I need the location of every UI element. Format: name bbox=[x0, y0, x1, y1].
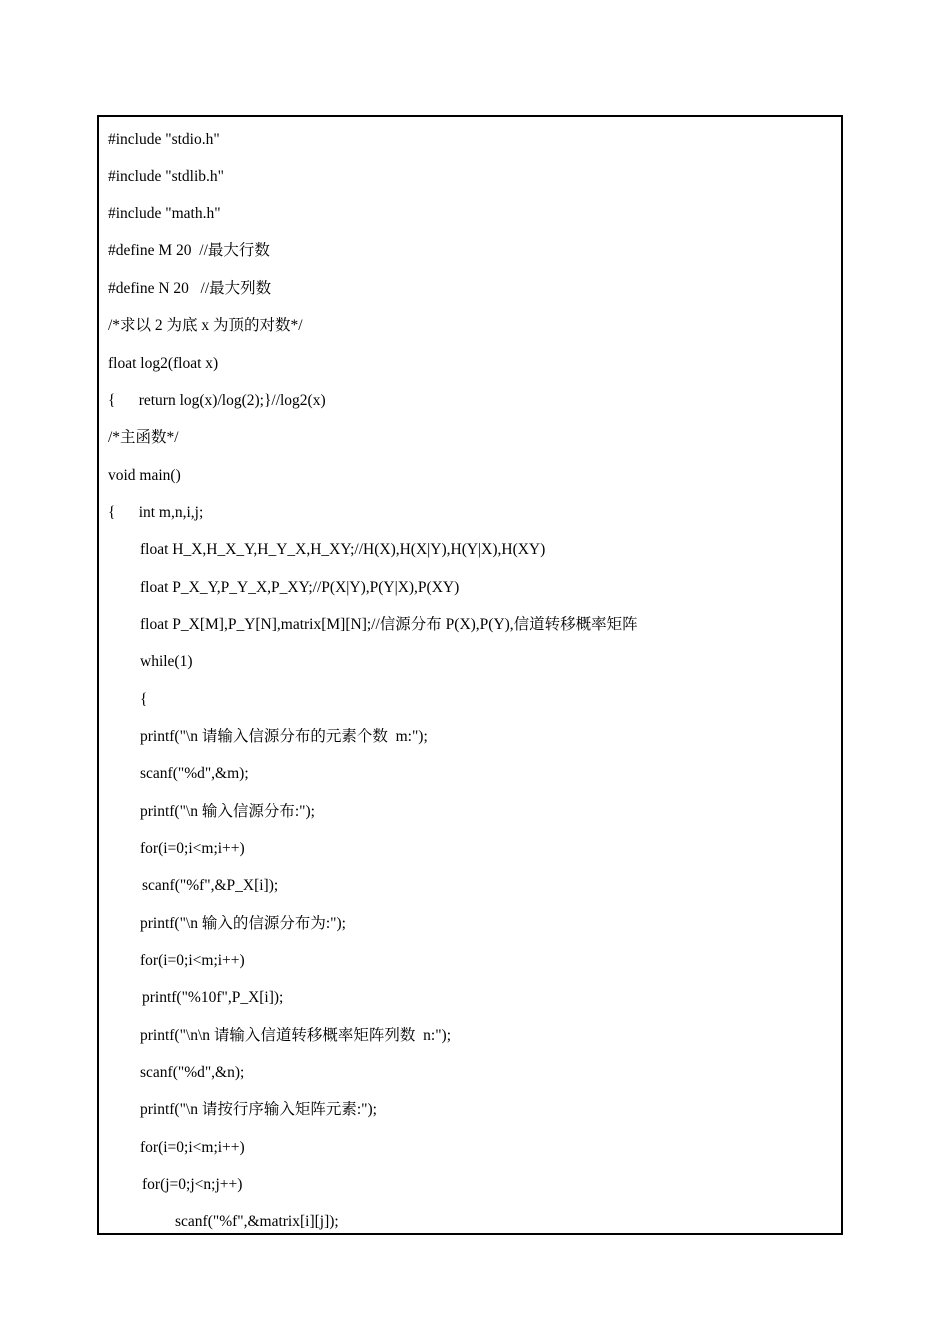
code-line-16: { bbox=[140, 691, 148, 708]
code-line-23: for(i=0;i<m;i++) bbox=[140, 952, 245, 969]
code-line-25: printf("\n\n 请输入信道转移概率矩阵列数 n:"); bbox=[140, 1027, 452, 1044]
code-line-12: float H_X,H_X_Y,H_Y_X,H_XY;//H(X),H(X|Y),H(Y|X),H(XY) bbox=[140, 541, 546, 558]
code-line-21: scanf("%f",&P_X[i]); bbox=[142, 877, 279, 894]
code-line-3: #include "math.h" bbox=[108, 205, 221, 222]
code-line-26: scanf("%d",&n); bbox=[140, 1064, 245, 1081]
code-line-29: for(j=0;j<n;j++) bbox=[142, 1176, 243, 1193]
code-line-5: #define N 20 //最大列数 bbox=[108, 280, 272, 297]
code-line-15: while(1) bbox=[140, 653, 193, 670]
code-line-18: scanf("%d",&m); bbox=[140, 765, 249, 782]
code-line-17: printf("\n 请输入信源分布的元素个数 m:"); bbox=[140, 728, 428, 745]
code-line-19: printf("\n 输入信源分布:"); bbox=[140, 803, 315, 820]
code-line-24: printf("%10f",P_X[i]); bbox=[142, 989, 284, 1006]
code-line-14: float P_X[M],P_Y[N],matrix[M][N];//信源分布 P(X),P(Y),信道转移概率矩阵 bbox=[140, 616, 638, 633]
code-line-10: void main() bbox=[108, 467, 181, 484]
code-line-28: for(i=0;i<m;i++) bbox=[140, 1139, 245, 1156]
code-line-22: printf("\n 输入的信源分布为:"); bbox=[140, 915, 346, 932]
code-line-13: float P_X_Y,P_Y_X,P_XY;//P(X|Y),P(Y|X),P(XY) bbox=[140, 579, 460, 596]
code-line-6: /*求以 2 为底 x 为顶的对数*/ bbox=[108, 317, 303, 334]
code-line-27: printf("\n 请按行序输入矩阵元素:"); bbox=[140, 1101, 377, 1118]
code-line-8: { return log(x)/log(2);}//log2(x) bbox=[108, 392, 326, 409]
code-line-4: #define M 20 //最大行数 bbox=[108, 242, 270, 259]
code-line-7: float log2(float x) bbox=[108, 355, 219, 372]
code-line-11: { int m,n,i,j; bbox=[108, 504, 204, 521]
code-line-2: #include "stdlib.h" bbox=[108, 168, 224, 185]
code-line-9: /*主函数*/ bbox=[108, 429, 179, 446]
code-line-1: #include "stdio.h" bbox=[108, 131, 220, 148]
code-listing-box bbox=[97, 115, 843, 1235]
code-line-20: for(i=0;i<m;i++) bbox=[140, 840, 245, 857]
code-line-30: scanf("%f",&matrix[i][j]); bbox=[175, 1213, 339, 1230]
